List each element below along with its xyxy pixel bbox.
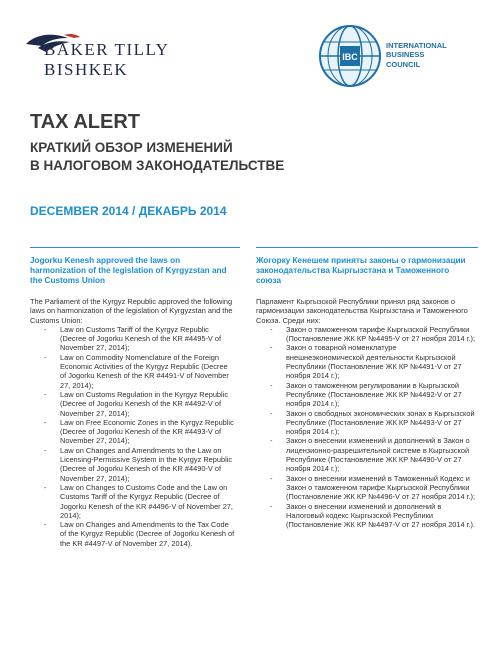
left-column-rule — [30, 247, 240, 248]
issue-date: DECEMBER 2014 / ДЕКАБРЬ 2014 — [30, 204, 227, 218]
right-column-rule — [256, 247, 478, 248]
left-column-heading: Jogorku Kenesh approved the laws on harmonization of the legislation of Kyrgyzstan and the Customs Union — [30, 256, 227, 285]
page-title: TAX ALERT — [30, 111, 140, 133]
list-item: - Law on Customs Tariff of the Kyrgyz Republic (Decree of Jogorku Kenesh of the KR #4495-V of November 27, 2014); — [30, 325, 235, 353]
list-item: - Закон о таможенном регулировании в Кыргызской Республике (Постановление ЖК КР №4492-V от 27 ноября 2014 г.); — [256, 381, 476, 409]
left-column-intro: The Parliament of the Kyrgyz Republic approved the following laws on harmonization of the legislation of Kyrgyzstan and the Customs Union: — [30, 297, 233, 325]
list-item: - Law on Changes and Amendments to the Law on Licensing-Permissive System in the Kyrgyz Republic (Decree of Jogorku Kenesh of the KR #4490-V of November 27, 2014); — [30, 446, 235, 483]
list-item: - Закон о товарной номенклатуре внешнеэкономической деятельности Кыргызской Республики (Постановление ЖК КР №4491-V от 27 ноября 2014 г.); — [256, 343, 476, 380]
list-item: - Law on Changes to Customs Code and the Law on Customs Tariff of the Kyrgyz Republic (Decree of Jogorku Kenesh of the KR #4496-V of November 27, 2014); — [30, 483, 235, 520]
list-item: - Law on Commodity Nomenclature of the Foreign Economic Activities of the Kyrgyz Republic (Decree of Jogorku Kenesh of the KR #4491-V of November 27, 2014); — [30, 353, 235, 390]
list-item: - Закон о таможенном тарифе Кыргызской Республики (Постановление ЖК КР №4495-V от 27 ноября 2014 г.); — [256, 325, 476, 344]
left-column — [30, 250, 235, 548]
list-item: - Law on Free Economic Zones in the Kyrgyz Republic (Decree of Jogorku Kenesh of the KR #4493-V of November 27, 2014); — [30, 418, 235, 446]
list-item: - Закон о свободных экономических зонах в Кыргызской Республике (Постановление ЖК КР №4493-V от 27 ноября 2014 г.); — [256, 409, 476, 437]
ibc-mark: IBC — [342, 52, 358, 62]
globe-logo-icon — [318, 24, 382, 88]
list-item: - Law on Changes and Amendments to the Tax Code of the Kyrgyz Republic (Decree of Jogorku Kenesh of the KR #4497-V of November 27, 2014). — [30, 520, 235, 548]
right-column-heading: Жогорку Кенешем приняты законы о гармонизации законодательства Кыргызстана и Таможенного союза — [256, 256, 466, 285]
brand-name-line1: BAKER TILLY — [44, 40, 170, 59]
brand-name-line2: BISHKEK — [44, 60, 129, 79]
page-subtitle-line1: КРАТКИЙ ОБЗОР ИЗМЕНЕНИЙ — [30, 140, 233, 155]
page-subtitle-line2: В НАЛОГОВОМ ЗАКОНОДАТЕЛЬСТВЕ — [30, 158, 285, 173]
ibc-line: COUNCIL — [386, 59, 421, 69]
left-column-list — [30, 325, 235, 548]
ibc-line: INTERNATIONAL — [386, 41, 447, 50]
list-item: - Закон о внесении изменений в Таможенный Кодекс и Закон о таможенном тарифе Кыргызской Республики (Постановление ЖК КР №4496-V от 27 ноября 2014 г.); — [256, 474, 476, 502]
list-item: - Закон о внесении изменений и дополнений в Закон о лицензионно-разрешительной системе в Кыргызской Республике (Постановление ЖК КР №4490-V от 27 ноября 2014 г.); — [256, 436, 476, 473]
right-column-intro: Парламент Кыргызской Республики принял ряд законов о гармонизации законодательства Кыргызстана и Таможенного Союза. Среди них: — [256, 297, 468, 325]
ibc-logo-text — [386, 41, 447, 69]
list-item: - Law on Customs Regulation in the Kyrgyz Republic (Decree of Jogorku Kenesh of the KR #4492-V of November 27, 2014); — [30, 390, 235, 418]
ibc-line: BUSINESS — [386, 50, 425, 60]
right-column — [256, 250, 476, 529]
list-item: - Закон о внесении изменений и дополнений в Налоговый кодекс Кыргызской Республики (Постановление ЖК КР №4497-V от 27 ноября 2014 г.). — [256, 502, 476, 530]
right-column-list — [256, 325, 476, 530]
